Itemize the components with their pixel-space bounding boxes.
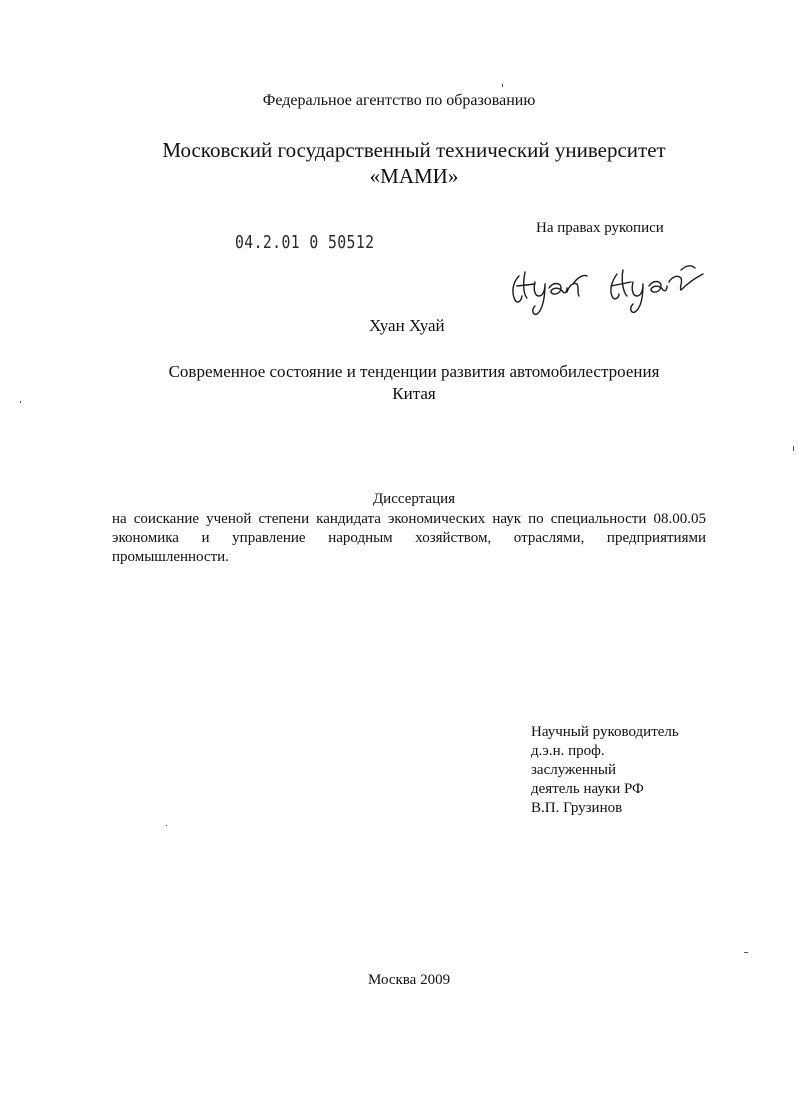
dissertation-heading: Диссертация xyxy=(372,491,456,507)
university-name-line1: Московский государственный технический университет xyxy=(162,138,666,162)
supervisor-line: Научный руководитель xyxy=(531,724,679,740)
scan-speck xyxy=(744,952,748,953)
author-name: Хуан Хуай xyxy=(369,316,445,335)
dissertation-title-line2: Китая xyxy=(392,384,436,403)
supervisor-line: д.э.н. проф. xyxy=(531,743,605,759)
supervisor-name: В.П. Грузинов xyxy=(531,800,623,816)
handwritten-signature-icon xyxy=(505,248,730,323)
dissertation-title-line1: Современное состояние и тенденции развития автомобилестроения xyxy=(168,362,660,381)
scan-speck xyxy=(20,401,21,403)
manuscript-rights-label: На правах рукописи xyxy=(536,220,664,236)
supervisor-line: заслуженный xyxy=(531,762,617,778)
university-name-line2: «МАМИ» xyxy=(369,164,459,188)
city-year: Москва 2009 xyxy=(368,972,451,988)
scan-speck xyxy=(793,446,794,451)
registration-stamp: 04.2.01 0 50512 xyxy=(235,232,375,253)
scan-speck xyxy=(166,825,167,826)
agency-name: Федеральное агентство по образованию xyxy=(262,92,536,109)
supervisor-line: деятель науки РФ xyxy=(531,781,644,797)
university-name xyxy=(0,137,798,189)
supervisor-block xyxy=(531,723,679,818)
dissertation-title xyxy=(0,361,798,405)
dissertation-description: на соискание ученой степени кандидата экономических наук по специальности 08.00.05 экономика и управление народным хозяйством, отраслями, предприятиями промышленности. xyxy=(112,511,706,565)
scan-speck xyxy=(502,84,503,87)
